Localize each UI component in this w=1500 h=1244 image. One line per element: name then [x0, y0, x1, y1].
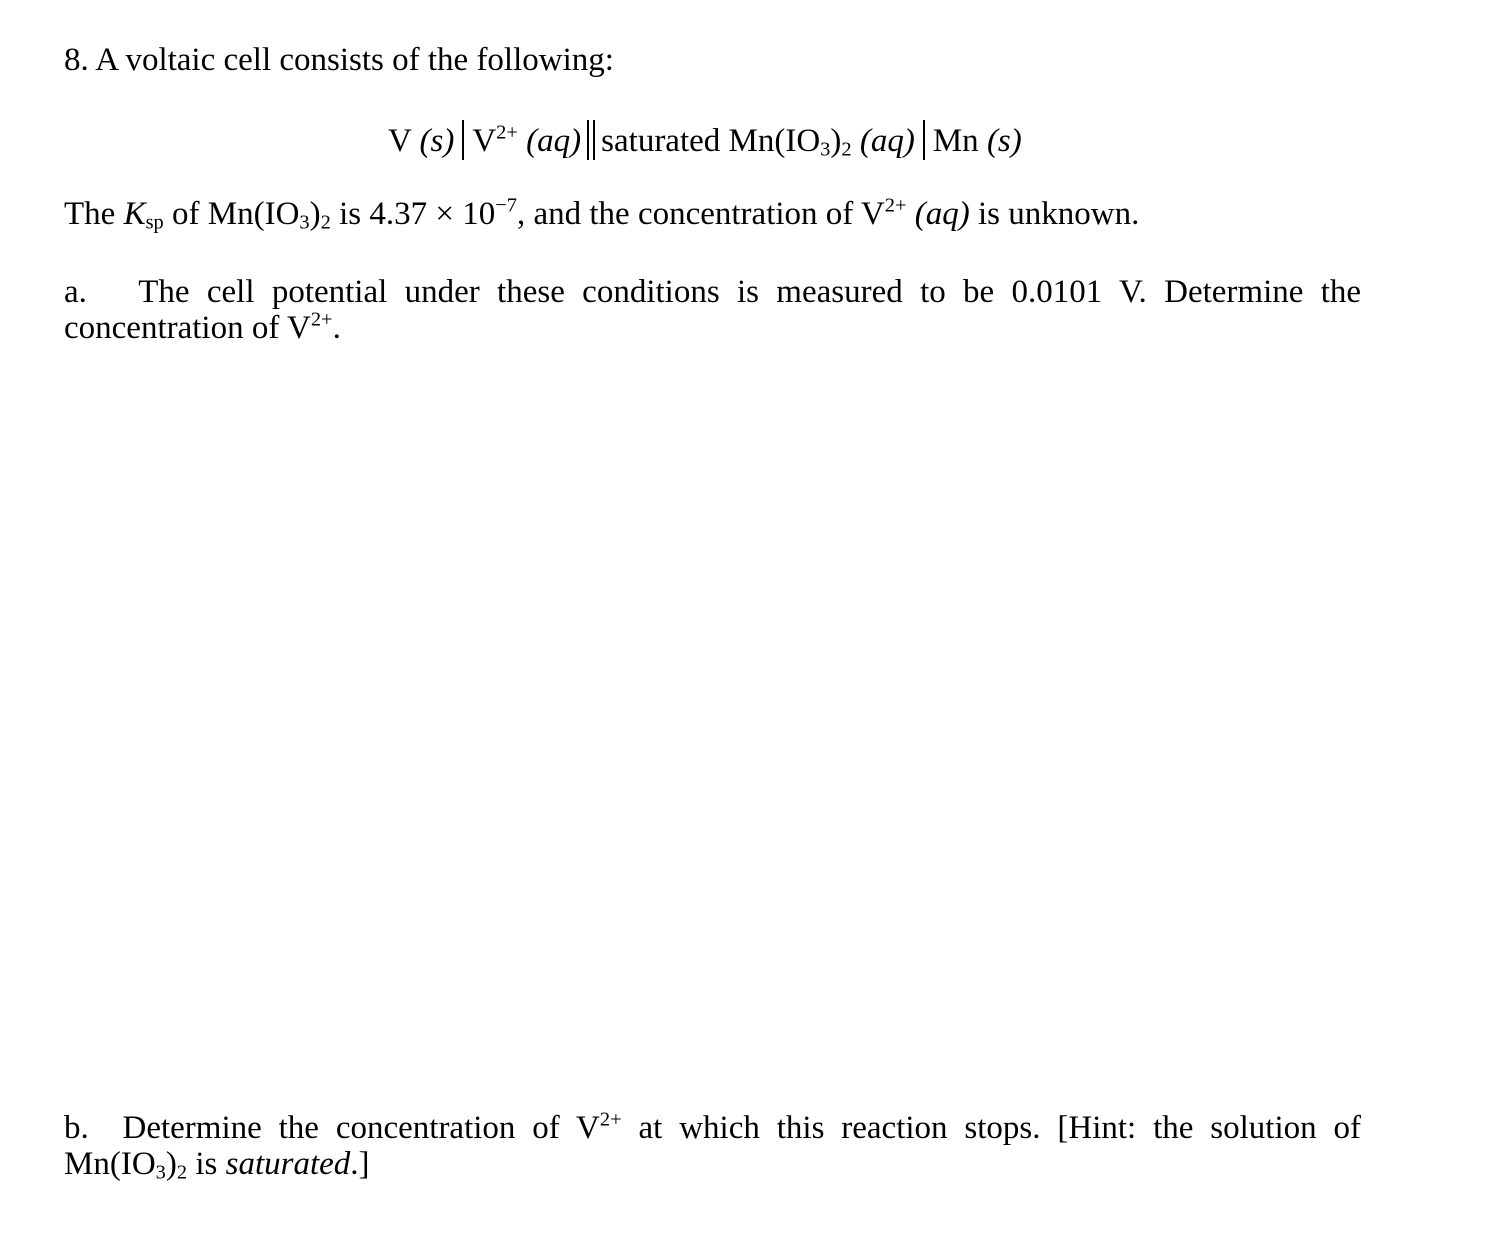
part-a-label: a. — [64, 274, 87, 310]
cathode-metal: Mn — [932, 123, 979, 159]
ion-charge: 2+ — [310, 308, 333, 331]
subscript: 2 — [841, 138, 852, 161]
phase: (aq) — [914, 196, 970, 232]
anode-ion-phase: (aq) — [526, 123, 582, 159]
subscript: sp — [145, 211, 164, 234]
text: is — [195, 1146, 218, 1182]
phase-boundary-line — [923, 120, 925, 160]
given-information — [64, 194, 1140, 234]
emphasis-saturated: saturated — [225, 1146, 351, 1182]
cathode-solution: saturated Mn(IO — [601, 123, 821, 159]
text: ) — [165, 1146, 177, 1182]
part-b-label: b. — [64, 1110, 89, 1146]
part-b-text: Determine the concentration of V — [122, 1110, 600, 1146]
anode-metal: V — [388, 123, 412, 159]
subscript: 3 — [820, 138, 831, 161]
question-number: 8. — [64, 42, 89, 78]
anode-phase: (s) — [419, 123, 455, 159]
cathode-phase: (aq) — [859, 123, 915, 159]
exponent: −7 — [495, 194, 517, 217]
subscript: 3 — [155, 1161, 166, 1184]
part-a-text: The cell potential under these conditions is measured to be 0.0101 V. Determine the — [138, 274, 1362, 310]
text: . — [332, 310, 341, 346]
question-heading — [64, 44, 614, 77]
ksp-value: is 4.37 × 10 — [339, 196, 496, 232]
text: Mn(IO — [64, 1146, 156, 1182]
text: is unknown. — [978, 196, 1140, 232]
phase-boundary-line — [462, 120, 464, 160]
question-intro: A voltaic cell consists of the following: — [95, 42, 614, 78]
cathode-paren: ) — [830, 123, 842, 159]
salt-bridge-line — [587, 120, 595, 160]
subscript: 3 — [299, 211, 310, 234]
text: The — [64, 196, 116, 232]
anode-ion: V — [472, 123, 497, 159]
ion-charge: 2+ — [599, 1108, 622, 1131]
subscript: 2 — [320, 211, 331, 234]
text: concentration of V — [64, 310, 311, 346]
ion-charge: 2+ — [884, 194, 907, 217]
part-a-line-2 — [64, 308, 341, 346]
text: , and the concentration of V — [516, 196, 885, 232]
text: .] — [350, 1146, 370, 1182]
part-b-hint: at which this reaction stops. [Hint: the solution of — [638, 1110, 1361, 1146]
cathode-metal-phase: (s) — [986, 123, 1022, 159]
cell-notation — [388, 120, 1022, 160]
anode-ion-charge: 2+ — [496, 121, 518, 144]
text: of Mn(IO — [172, 196, 300, 232]
ksp-symbol: K — [123, 196, 146, 232]
text: ) — [309, 196, 321, 232]
subscript: 2 — [176, 1161, 188, 1184]
part-b-line-2 — [64, 1146, 370, 1184]
